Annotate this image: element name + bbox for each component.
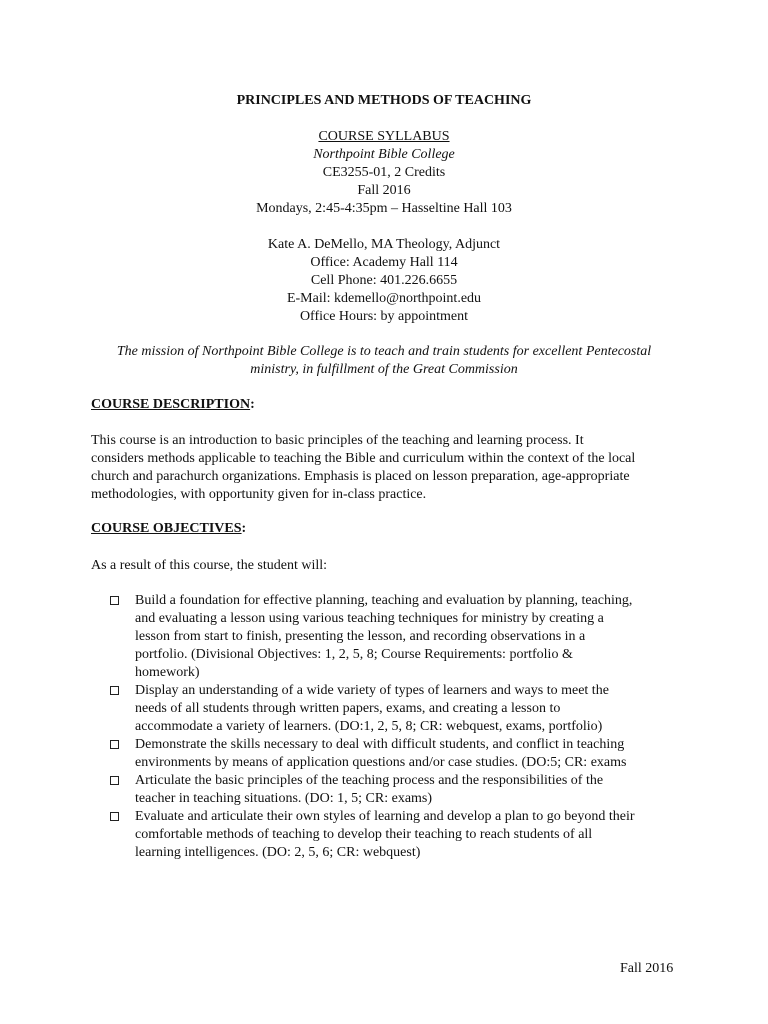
office-hours: Office Hours: by appointment	[299, 309, 469, 324]
list-item	[108, 772, 688, 808]
instructor-email: E-Mail: kdemello@northpoint.edu	[286, 291, 482, 306]
item-line: lesson from start to finish, presenting the lesson, and recording observations in a	[135, 629, 586, 644]
document-title: PRINCIPLES AND METHODS OF TEACHING	[236, 93, 532, 108]
course-header	[0, 128, 768, 218]
course-description-heading	[91, 397, 255, 413]
instructor-contact	[0, 236, 768, 326]
list-item	[108, 808, 688, 862]
item-line: needs of all students through written papers, exams, and creating a lesson to	[135, 701, 561, 716]
item-line: teacher in teaching situations. (DO: 1, 5; CR: exams)	[135, 791, 433, 806]
list-item	[108, 592, 688, 682]
list-item	[108, 736, 688, 772]
item-line: learning intelligences. (DO: 2, 5, 6; CR: webquest)	[135, 845, 421, 860]
item-line: portfolio. (Divisional Objectives: 1, 2, 5, 8; Course Requirements: portfolio &	[135, 647, 573, 662]
course-schedule: Mondays, 2:45-4:35pm – Hasseltine Hall 103	[256, 201, 512, 216]
course-code: CE3255-01, 2 Credits	[322, 165, 446, 180]
objectives-intro: As a result of this course, the student will:	[91, 558, 328, 573]
page-footer: Fall 2016	[620, 961, 674, 976]
item-line: accommodate a variety of learners. (DO:1, 2, 5, 8; CR: webquest, exams, portfolio)	[135, 719, 603, 734]
college-name: Northpoint Bible College	[313, 147, 455, 162]
item-line: Evaluate and articulate their own styles of learning and develop a plan to go beyond their	[135, 809, 635, 824]
mission-statement	[88, 343, 680, 379]
item-line: homework)	[135, 665, 200, 680]
course-description-text	[91, 432, 691, 504]
list-item	[108, 682, 688, 736]
instructor-name: Kate A. DeMello, MA Theology, Adjunct	[267, 237, 501, 252]
mission-line: ministry, in fulfillment of the Great Commission	[250, 362, 518, 377]
item-line: Demonstrate the skills necessary to deal with difficult students, and conflict in teaching	[135, 737, 625, 752]
course-term: Fall 2016	[357, 183, 411, 198]
checkbox-bullet-icon	[110, 776, 119, 785]
checkbox-bullet-icon	[110, 596, 119, 605]
checkbox-bullet-icon	[110, 740, 119, 749]
paragraph-line: This course is an introduction to basic principles of the teaching and learning process. It	[91, 433, 584, 448]
heading-colon: :	[250, 397, 255, 412]
item-line: Build a foundation for effective planning, teaching and evaluation by planning, teaching,	[135, 593, 633, 608]
item-line: environments by means of application questions and/or case studies. (DO:5; CR: exams	[135, 755, 627, 770]
item-line: comfortable methods of teaching to develop their teaching to reach students of all	[135, 827, 593, 842]
heading-text: COURSE OBJECTIVES	[91, 521, 242, 536]
instructor-office: Office: Academy Hall 114	[310, 255, 458, 270]
item-line: and evaluating a lesson using various teaching techniques for ministry by creating a	[135, 611, 604, 626]
course-objectives-heading	[91, 521, 246, 537]
item-line: Articulate the basic principles of the teaching process and the responsibilities of the	[135, 773, 604, 788]
instructor-phone: Cell Phone: 401.226.6655	[310, 273, 458, 288]
item-line: Display an understanding of a wide variety of types of learners and ways to meet the	[135, 683, 609, 698]
syllabus-label: COURSE SYLLABUS	[318, 129, 450, 144]
paragraph-line: church and parachurch organizations. Emphasis is placed on lesson preparation, age-appropriate	[91, 469, 630, 484]
heading-colon: :	[241, 521, 247, 536]
paragraph-line: methodologies, with opportunity given for in-class practice.	[91, 487, 427, 502]
objectives-list	[108, 592, 688, 862]
heading-text: COURSE DESCRIPTION	[91, 397, 251, 412]
checkbox-bullet-icon	[110, 812, 119, 821]
checkbox-bullet-icon	[110, 686, 119, 695]
mission-line: The mission of Northpoint Bible College is to teach and train students for excellent Pentecostal	[116, 344, 652, 359]
paragraph-line: considers methods applicable to teaching the Bible and curriculum within the context of the local	[91, 451, 636, 466]
